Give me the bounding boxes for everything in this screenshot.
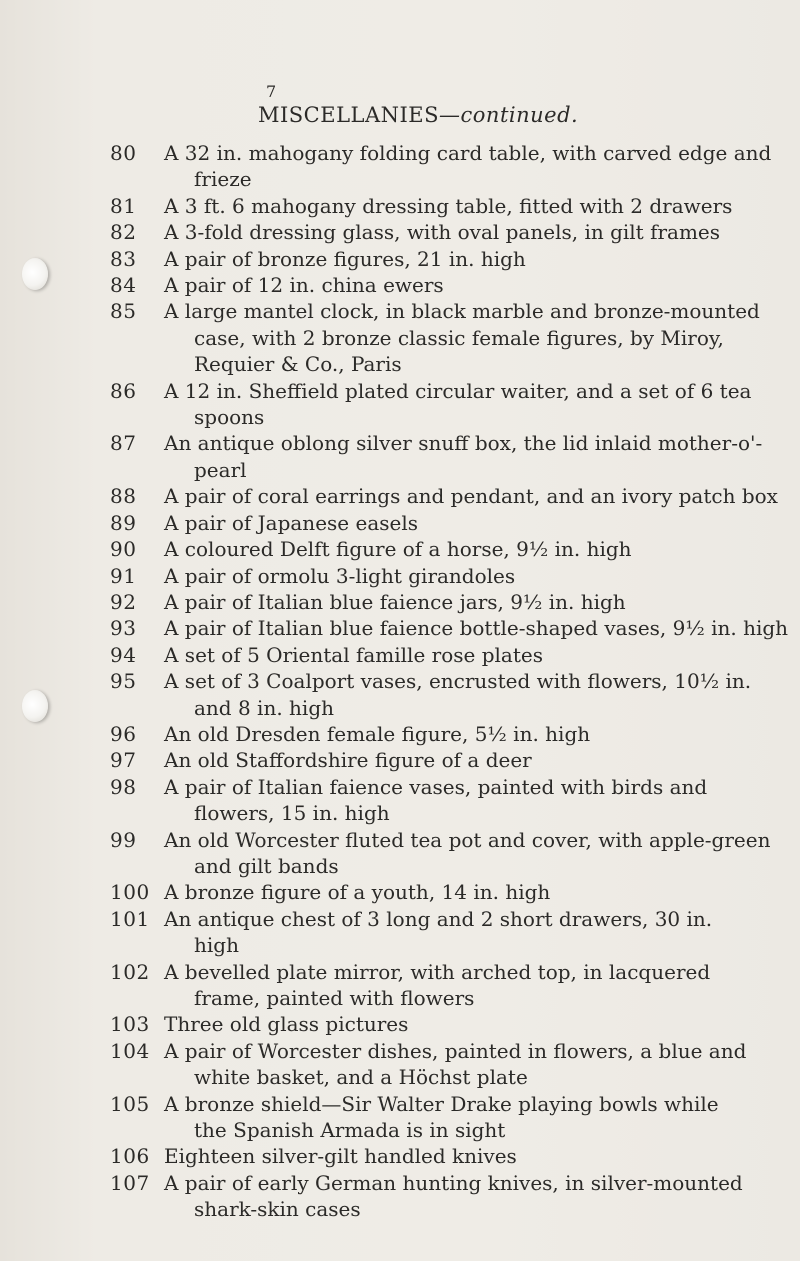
lot-description-line: An old Staffordshire figure of a deer (164, 748, 532, 773)
lot-entry (110, 1038, 790, 1091)
lot-number: 96 (110, 721, 137, 746)
lot-entry (110, 510, 790, 536)
lot-number: 98 (110, 774, 137, 799)
lot-description-line: An old Dresden female figure, 5½ in. high (164, 721, 591, 746)
lot-entry (110, 1143, 790, 1169)
lot-description (164, 1011, 790, 1037)
lot-description (164, 747, 790, 773)
lot-entry (110, 668, 790, 721)
lot-description-line: A bevelled plate mirror, with arched top, in lacquered (164, 959, 711, 984)
lot-description-line: A pair of Italian blue faience jars, 9½ in. high (164, 589, 626, 614)
lot-number: 84 (110, 273, 137, 298)
lot-number: 100 (110, 880, 150, 905)
heading-main: MISCELLANIES (258, 103, 440, 127)
lot-number: 101 (110, 906, 150, 931)
lot-description (164, 298, 790, 377)
lot-description-line: An antique chest of 3 long and 2 short drawers, 30 in. (164, 906, 713, 931)
lot-number: 82 (110, 220, 137, 245)
lot-entry (110, 563, 790, 589)
lot-description (164, 827, 790, 880)
lot-number: 103 (110, 1012, 150, 1037)
lot-description-line: flowers, 15 in. high (194, 801, 390, 826)
lot-description (164, 246, 790, 272)
lot-description-line: A pair of early German hunting knives, in silver-mounted (164, 1170, 743, 1195)
lot-description-line: shark-skin cases (194, 1197, 361, 1222)
lot-entry (110, 774, 790, 827)
lot-description (164, 1091, 790, 1144)
lot-entry (110, 1091, 790, 1144)
lot-description-line: Three old glass pictures (164, 1012, 409, 1037)
lot-entry (110, 246, 790, 272)
lot-description-line: A 3 ft. 6 mahogany dressing table, fitted with 2 drawers (164, 193, 733, 218)
page-number: 7 (266, 82, 277, 101)
lot-entry (110, 879, 790, 905)
lot-description-line: pearl (194, 457, 247, 482)
lot-description (164, 510, 790, 536)
lot-entry (110, 378, 790, 431)
lot-description-line: case, with 2 bronze classic female figures, by Miroy, (194, 325, 724, 350)
lot-number: 107 (110, 1170, 150, 1195)
lot-number: 86 (110, 378, 137, 403)
lot-list (110, 140, 790, 1223)
lot-description-line: and gilt bands (194, 853, 339, 878)
lot-description-line: frame, painted with flowers (194, 986, 475, 1010)
lot-number: 99 (110, 827, 137, 852)
binding-hole-top (22, 258, 48, 290)
lot-description (164, 879, 790, 905)
lot-description (164, 536, 790, 562)
lot-description (164, 721, 790, 747)
lot-number: 102 (110, 959, 150, 984)
lot-number: 90 (110, 537, 137, 562)
lot-entry (110, 483, 790, 509)
lot-description-line: A pair of Italian blue faience bottle-shaped vases, 9½ in. high (164, 616, 789, 641)
lot-number: 94 (110, 642, 137, 667)
lot-number: 89 (110, 510, 137, 535)
lot-entry (110, 906, 790, 959)
binding-hole-bottom (22, 690, 48, 722)
lot-description (164, 906, 790, 959)
lot-entry (110, 642, 790, 668)
lot-description-line: and 8 in. high (194, 695, 334, 720)
lot-description-line: A bronze figure of a youth, 14 in. high (164, 880, 551, 905)
lot-description-line: high (194, 933, 239, 958)
lot-description (164, 1170, 790, 1223)
lot-description-line: A pair of bronze figures, 21 in. high (164, 246, 526, 271)
lot-description (164, 615, 790, 641)
lot-number: 87 (110, 431, 137, 456)
lot-description-line: Requier & Co., Paris (194, 352, 402, 377)
lot-description-line: A pair of ormolu 3-light girandoles (164, 563, 516, 588)
lot-number: 93 (110, 616, 137, 641)
lot-entry (110, 1011, 790, 1037)
lot-number: 91 (110, 563, 137, 588)
lot-description (164, 430, 790, 483)
lot-description-line: An old Worcester fluted tea pot and cover, with apple-green (164, 827, 771, 852)
lot-description (164, 959, 790, 1012)
lot-description-line: A coloured Delft figure of a horse, 9½ in. high (164, 537, 632, 562)
lot-number: 83 (110, 246, 137, 271)
lot-entry (110, 140, 790, 193)
lot-description-line: Eighteen silver-gilt handled knives (164, 1144, 517, 1169)
lot-entry (110, 589, 790, 615)
lot-description-line: A bronze shield—Sir Walter Drake playing bowls while (164, 1091, 719, 1116)
lot-description-line: A pair of Worcester dishes, painted in flowers, a blue and (164, 1038, 747, 1063)
lot-description (164, 563, 790, 589)
lot-number: 97 (110, 748, 137, 773)
lot-number: 95 (110, 669, 137, 694)
lot-description (164, 483, 790, 509)
lot-description-line: An antique oblong silver snuff box, the lid inlaid mother-o'- (164, 431, 763, 456)
lot-description-line: the Spanish Armada is in sight (194, 1118, 506, 1143)
lot-entry (110, 615, 790, 641)
lot-description-line: A pair of Japanese easels (164, 510, 419, 535)
lot-number: 105 (110, 1091, 150, 1116)
lot-description-line: A set of 5 Oriental famille rose plates (164, 642, 543, 667)
lot-description (164, 1038, 790, 1091)
lot-entry (110, 430, 790, 483)
lot-description (164, 193, 790, 219)
lot-description (164, 272, 790, 298)
lot-description (164, 642, 790, 668)
lot-description-line: frieze (194, 167, 252, 192)
lot-number: 85 (110, 299, 137, 324)
lot-number: 92 (110, 589, 137, 614)
lot-description-line: spoons (194, 405, 265, 430)
lot-description (164, 378, 790, 431)
lot-entry (110, 1170, 790, 1223)
lot-number: 80 (110, 141, 137, 165)
lot-number: 106 (110, 1144, 150, 1169)
lot-description-line: A pair of 12 in. china ewers (164, 273, 444, 298)
lot-entry (110, 747, 790, 773)
lot-entry (110, 219, 790, 245)
lot-entry (110, 272, 790, 298)
lot-description-line: A pair of Italian faience vases, painted with birds and (164, 774, 708, 799)
lot-description (164, 589, 790, 615)
lot-description-line: white basket, and a Höchst plate (194, 1065, 528, 1090)
lot-entry (110, 193, 790, 219)
lot-description (164, 668, 790, 721)
section-heading (258, 103, 778, 127)
lot-entry (110, 959, 790, 1012)
heading-suffix: —continued. (439, 103, 579, 127)
lot-entry (110, 536, 790, 562)
lot-description-line: A pair of coral earrings and pendant, and an ivory patch box (164, 484, 778, 509)
lot-number: 88 (110, 484, 137, 509)
lot-description-line: A 12 in. Sheffield plated circular waiter, and a set of 6 tea (164, 378, 752, 403)
lot-description-line: A large mantel clock, in black marble and bronze-mounted (164, 299, 760, 324)
lot-number: 81 (110, 193, 137, 218)
lot-description (164, 1143, 790, 1169)
lot-entry (110, 721, 790, 747)
lot-description (164, 774, 790, 827)
lot-description (164, 219, 790, 245)
lot-description-line: A set of 3 Coalport vases, encrusted with flowers, 10½ in. (164, 669, 752, 694)
lot-description-line: A 32 in. mahogany folding card table, with carved edge and (164, 141, 772, 165)
lot-entry (110, 298, 790, 377)
lot-description (164, 140, 790, 193)
lot-entry (110, 827, 790, 880)
lot-description-line: A 3-fold dressing glass, with oval panels, in gilt frames (164, 220, 721, 245)
lot-number: 104 (110, 1038, 150, 1063)
